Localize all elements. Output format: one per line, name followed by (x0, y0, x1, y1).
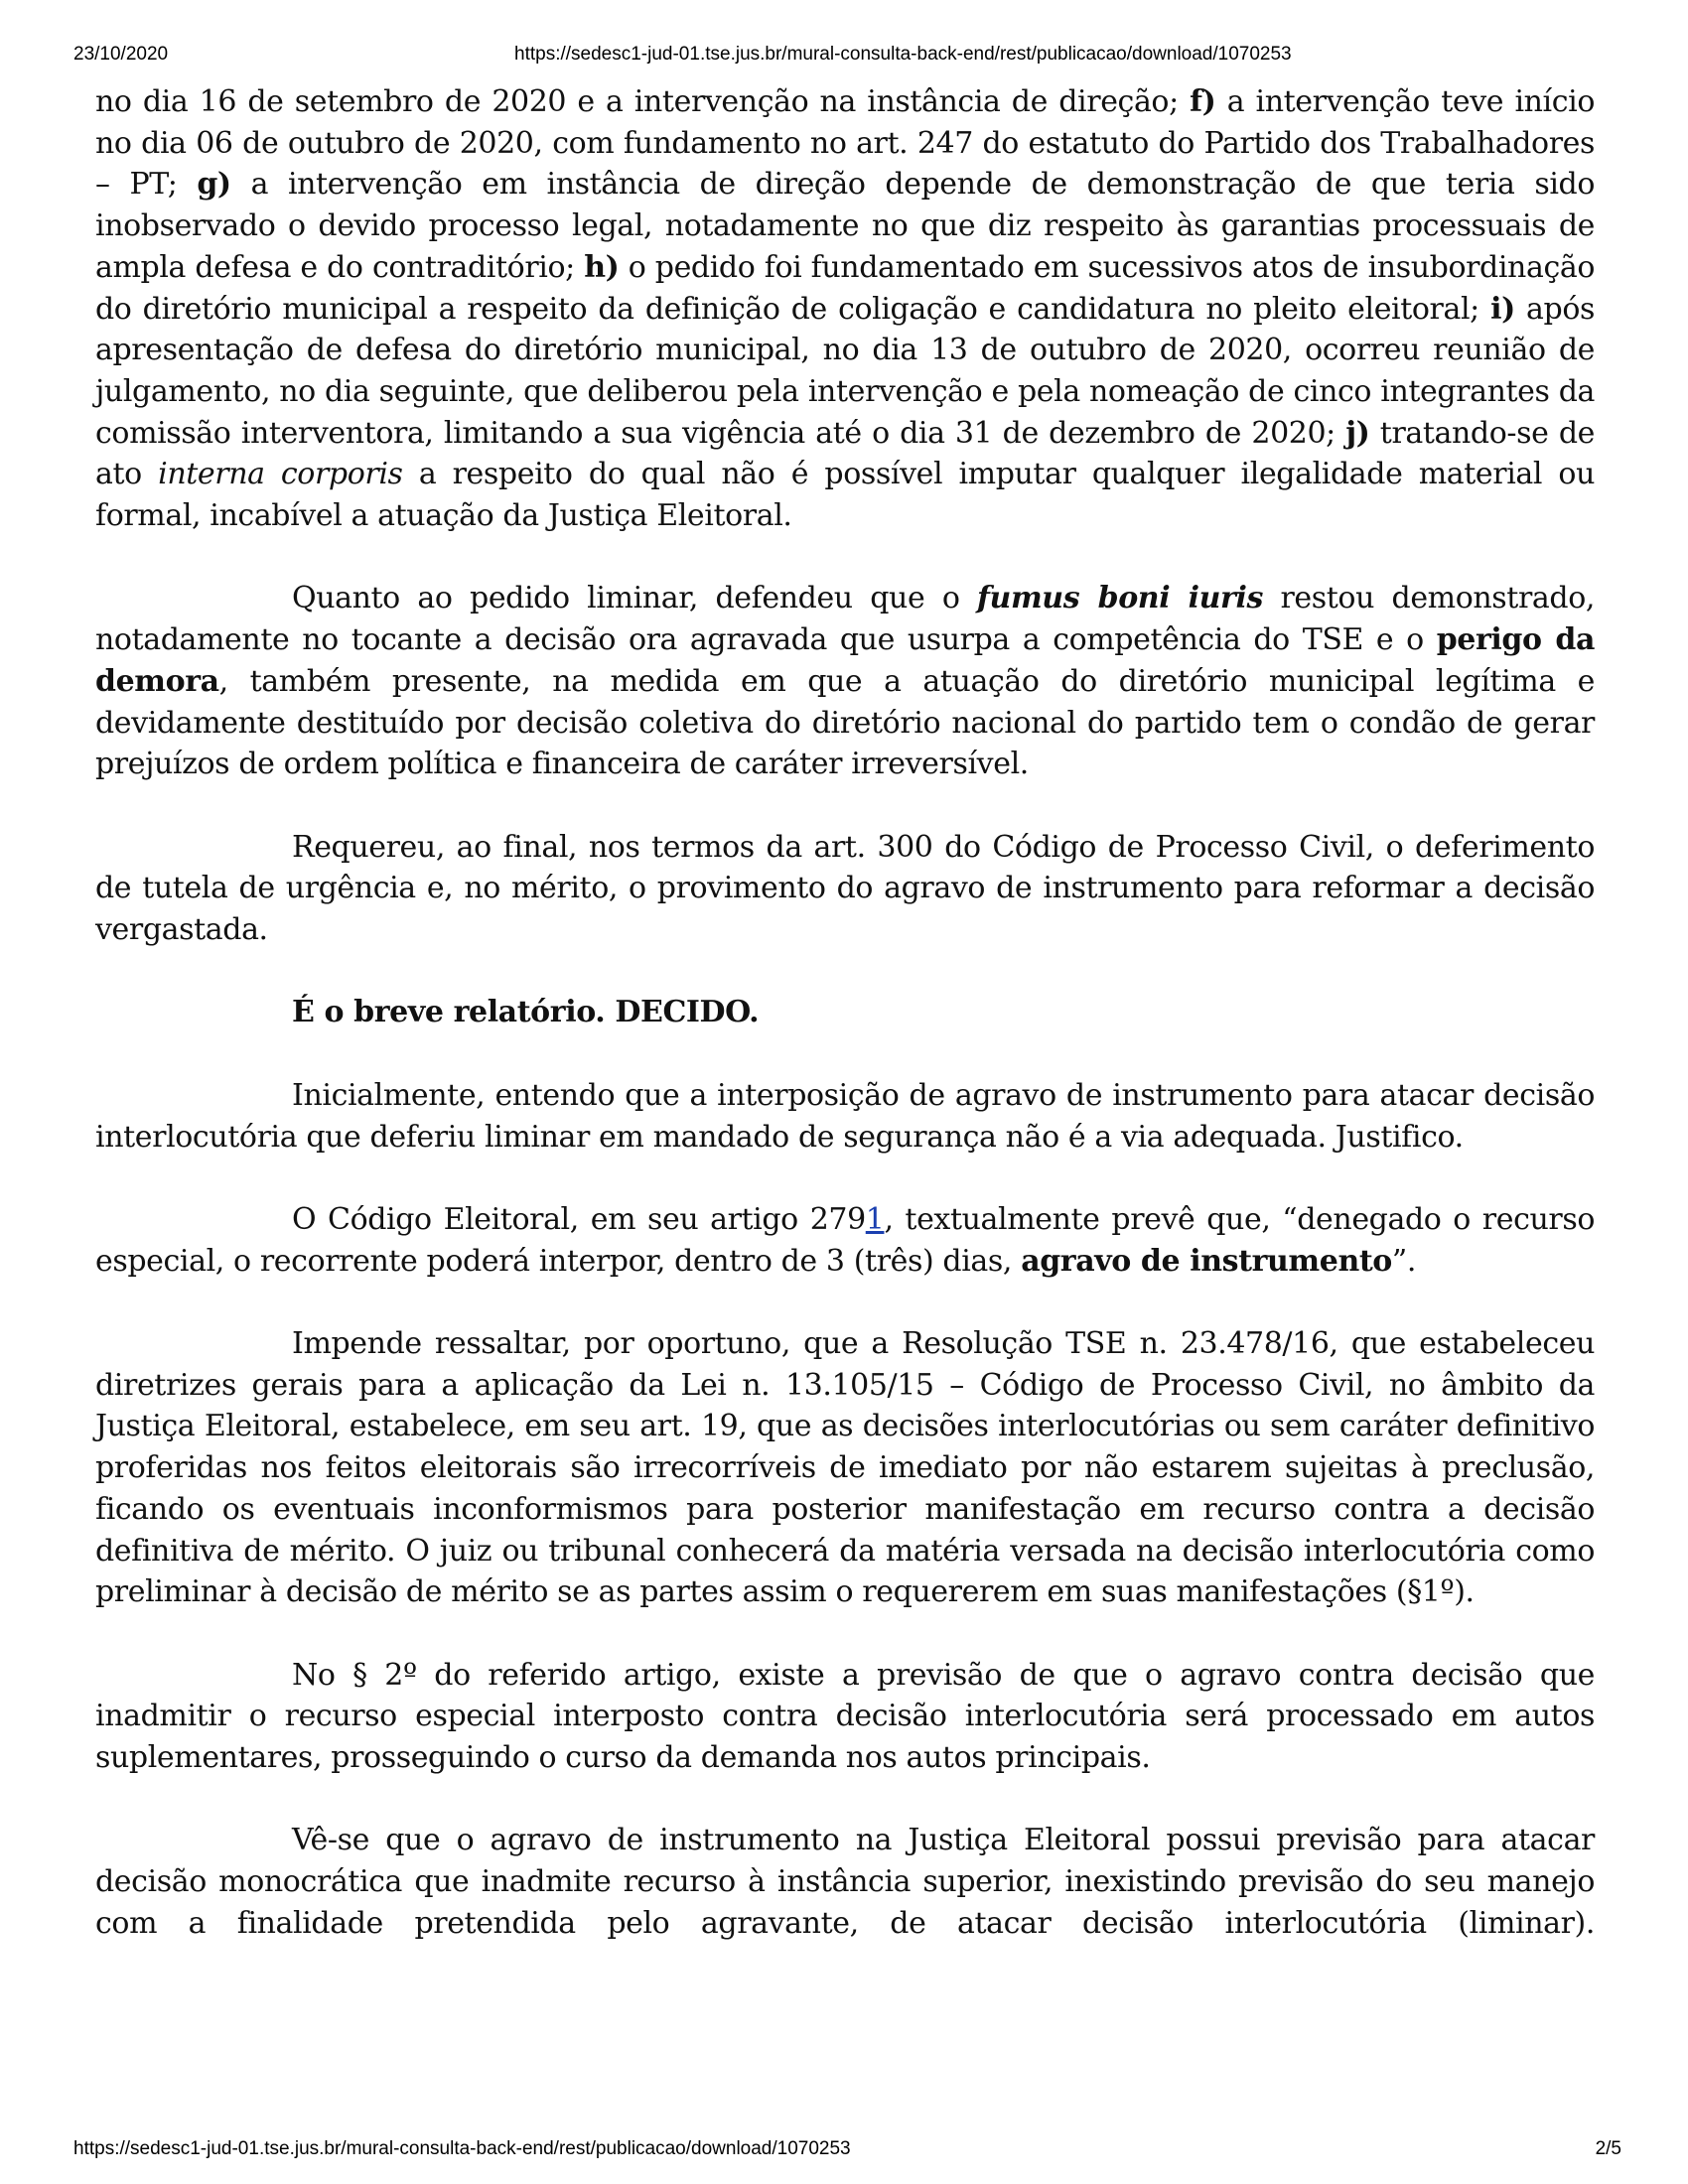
print-header-url: https://sedesc1-jud-01.tse.jus.br/mural-consulta-back-end/rest/publicacao/download/1070253 (514, 44, 1292, 65)
section-heading: É o breve relatório. DECIDO. (292, 995, 760, 1030)
paragraph-resolucao: Impende ressaltar, por oportuno, que a Resolução TSE n. 23.478/16, que estabeleceu diretrizes gerais para a aplicação da Lei n. 13.105/15 – Código de Processo Civil, no âmbito da Justiça Eleitoral, estabelece, em seu art. 19, que as decisões interlocutórias ou sem caráter definitivo proferidas nos feitos eleitorais são irrecorríveis de imediato por não estarem sujeitas à preclusão, ficando os eventuais inconformismos para posterior manifestação em recurso contra a decisão definitiva de mérito. O juiz ou tribunal conhecerá da matéria versada na decisão interlocutória como preliminar à decisão de mérito se as partes assim o requererem em suas manifestações (§1º). (95, 1326, 1595, 1610)
paragraph-inicialmente: Inicialmente, entendo que a interposição de agravo de instrumento para atacar decisão interlocutória que deferiu liminar em mandado de segurança não é a via adequada. Justifico. (95, 1077, 1595, 1155)
print-date: 23/10/2020 (73, 44, 169, 65)
document-body (95, 81, 1595, 1945)
paragraph-codigo-eleitoral: O Código Eleitoral, em seu artigo 2791, textualmente prevê que, “denegado o recurso especial, o recorrente poderá interpor, dentro de 3 (três) dias, agravo de instrumento”. (95, 1201, 1595, 1279)
footnote-link[interactable]: 1 (865, 1201, 885, 1237)
paragraph-paragrafo-segundo: No § 2º do referido artigo, existe a previsão de que o agravo contra decisão que inadmitir o recurso especial interposto contra decisão interlocutória será processado em autos suplementares, prosseguindo o curso da demanda nos autos principais. (95, 1657, 1595, 1776)
page-number: 2/5 (1595, 2138, 1621, 2159)
paragraph-requereu: Requereu, ao final, nos termos da art. 300 do Código de Processo Civil, o deferimento de tutela de urgência e, no mérito, o provimento do agravo de instrumento para reformar a decisão vergastada. (95, 829, 1595, 948)
paragraph-liminar: Quanto ao pedido liminar, defendeu que o fumus boni iuris restou demonstrado, notadamente no tocante a decisão ora agravada que usurpa a competência do TSE e o perigo da demora, também presente, na medida em que a atuação do diretório municipal legítima e devidamente destituído por decisão coletiva do diretório nacional do partido tem o condão de gerar prejuízos de ordem política e financeira de caráter irreversível. (95, 581, 1595, 782)
paragraph-continued: no dia 16 de setembro de 2020 e a intervenção na instância de direção; f) a intervenção teve início no dia 06 de outubro de 2020, com fundamento no art. 247 do estatuto do Partido dos Trabalhadores – PT; g) a intervenção em instância de direção depende de demonstração de que teria sido inobservado o devido processo legal, notadamente no que diz respeito às garantias processuais de ampla defesa e do contraditório; h) o pedido foi fundamentado em sucessivos atos de insubordinação do diretório municipal a respeito da definição de coligação e candidatura no pleito eleitoral; i) após apresentação de defesa do diretório municipal, no dia 13 de outubro de 2020, ocorreu reunião de julgamento, no dia seguinte, que deliberou pela intervenção e pela nomeação de cinco integrantes da comissão interventora, limitando a sua vigência até o dia 31 de dezembro de 2020; j) tratando-se de ato interna corporis a respeito do qual não é possível imputar qualquer ilegalidade material ou formal, incabível a atuação da Justiça Eleitoral. (95, 84, 1596, 534)
print-footer-url: https://sedesc1-jud-01.tse.jus.br/mural-consulta-back-end/rest/publicacao/download/1070253 (73, 2138, 851, 2159)
paragraph-ve-se: Vê-se que o agravo de instrumento na Justiça Eleitoral possui previsão para atacar decisão monocrática que inadmite recurso à instância superior, inexistindo previsão do seu manejo com a finalidade pretendida pelo agravante, de atacar decisão interlocutória (liminar). (95, 1823, 1595, 1941)
